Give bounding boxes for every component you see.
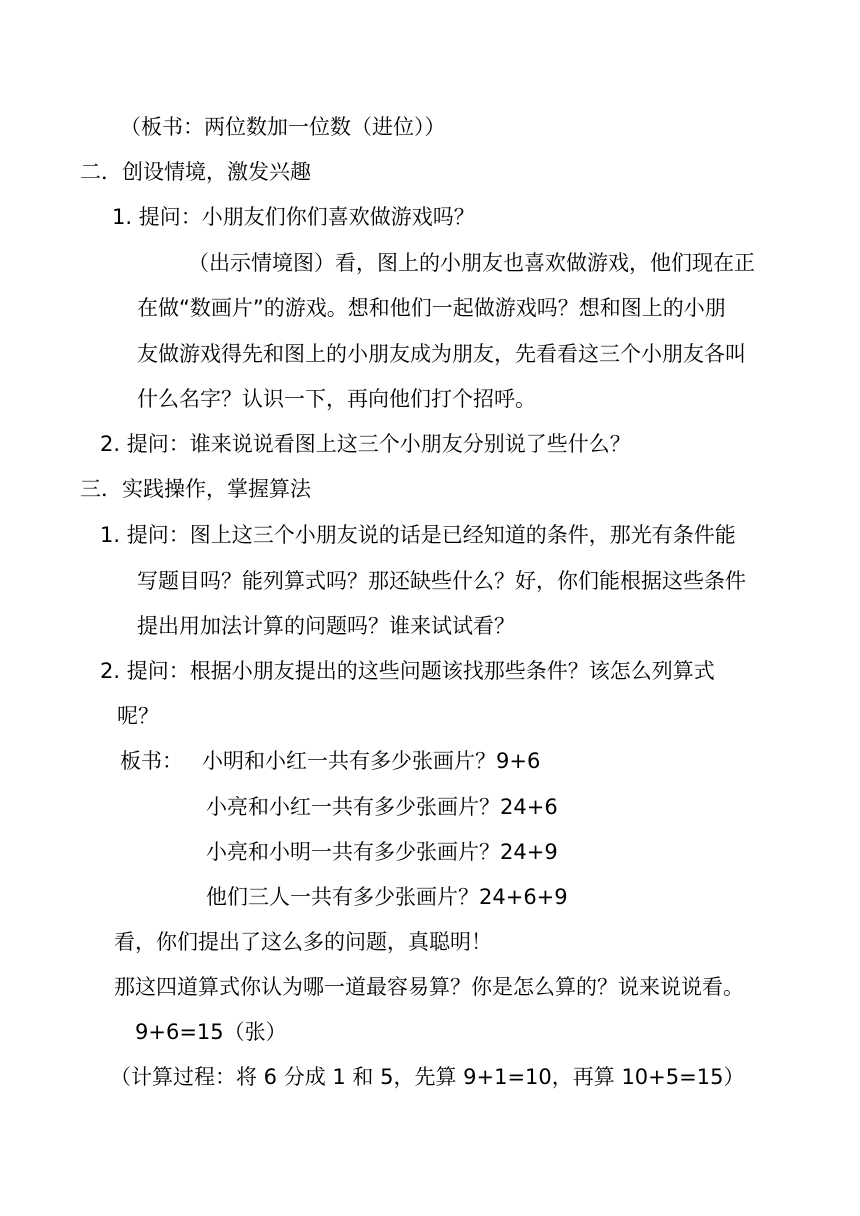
board-question-3: 小亮和小明一共有多少张画片？24+9	[206, 840, 558, 864]
calc-process: （计算过程：将 6 分成 1 和 5，先算 9+1=10，再算 10+5=15）	[110, 1065, 745, 1089]
board-question-1: 小明和小红一共有多少张画片？9+6	[202, 749, 541, 773]
paragraph-line-2: 在做“数画片”的游戏。想和他们一起做游戏吗？想和图上的小朋	[137, 296, 726, 320]
section-2-heading: 二．创设情境，激发兴趣	[80, 160, 311, 184]
question-line: 那这四道算式你认为哪一道最容易算？你是怎么算的？说来说说看。	[114, 975, 744, 999]
item-3-1-line-3: 提出用加法计算的问题吗？谁来试试看？	[137, 614, 515, 638]
section-3-heading: 三．实践操作，掌握算法	[80, 477, 311, 501]
paragraph-line-3: 友做游戏得先和图上的小朋友成为朋友，先看看这三个小朋友各叫	[137, 342, 746, 366]
calc-result: 9+6=15（张）	[135, 1020, 287, 1044]
item-3-2-line-2: 呢？	[117, 704, 159, 728]
paragraph-line-1: （出示情境图）看，图上的小朋友也喜欢做游戏，他们现在正	[188, 251, 755, 275]
item-3-1-line-2: 写题目吗？能列算式吗？那还缺些什么？好，你们能根据这些条件	[137, 569, 746, 593]
item-3-1: 1. 提问：图上这三个小朋友说的话是已经知道的条件，那光有条件能	[100, 523, 736, 547]
paragraph-line-4: 什么名字？认识一下，再向他们打个招呼。	[137, 387, 536, 411]
praise-line: 看，你们提出了这么多的问题，真聪明！	[114, 930, 492, 954]
board-question-4: 他们三人一共有多少张画片？24+6+9	[206, 885, 568, 909]
item-2-1: 1. 提问：小朋友们你们喜欢做游戏吗？	[112, 205, 475, 229]
item-2-2: 2. 提问：谁来说说看图上这三个小朋友分别说了些什么？	[100, 432, 631, 456]
board-label: 板书：	[120, 749, 183, 773]
board-note-title: （板书：两位数加一位数（进位））	[120, 115, 446, 139]
item-3-2: 2. 提问：根据小朋友提出的这些问题该找那些条件？该怎么列算式	[100, 659, 715, 683]
board-question-2: 小亮和小红一共有多少张画片？24+6	[206, 795, 558, 819]
